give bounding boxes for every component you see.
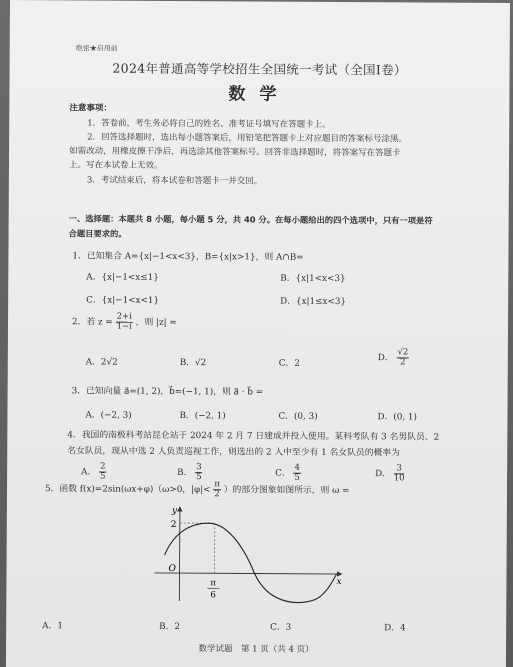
q3-option-c: C．(0, 3) — [278, 411, 318, 422]
q4-stem-line1: 4．我国的南极科考站昆仑站于 2024 年 2 月 7 日建成并投入使用。某科考队有 3 名男队员、2 — [67, 430, 440, 443]
x-axis — [155, 573, 342, 574]
note-line: 上。写在本试卷上无效。 — [68, 160, 163, 171]
q2-frac-num: 2+i — [116, 311, 132, 322]
q4-a-num: 2 — [100, 461, 106, 472]
q5-stem — [45, 479, 350, 500]
q2-frac-den: 1−i — [116, 321, 132, 332]
section-heading-cont: 合题目要求的。 — [68, 228, 127, 239]
q1-option-b: B．{x|1<x<3} — [280, 273, 346, 285]
x-axis-label: x — [336, 577, 342, 588]
notes-heading: 注意事项： — [69, 103, 112, 114]
q2-d-den: 2 — [400, 357, 406, 368]
q5-option-c: C．3 — [270, 622, 292, 633]
note-line: 如需改动，用橡皮擦干净后，再选涂其他答案标号。回答非选择题时，将答案写在答题卡 — [69, 146, 401, 159]
q5-sine-graph — [146, 501, 352, 607]
note-line: 3．考试结束后，将本试卷和答题卡一并交回。 — [86, 175, 263, 187]
tick-label-num: π — [210, 578, 217, 589]
q3-option-d: D．(0, 1) — [377, 412, 418, 423]
subject-title: 数学 — [228, 84, 291, 105]
exam-paper — [6, 0, 510, 667]
q3-stem: 3．已知向量 a⃗=(1, 2)，b⃗=(−1, 1)，则 a⃗ · b⃗ = — [71, 386, 264, 398]
q4-b-den: 5 — [196, 472, 202, 483]
q4-stem-line2: 名女队员，现从中选 2 人负责巡视工作，则选出的 2 人中至少有 1 名女队员的概率为 — [67, 446, 400, 459]
q5-frac-num: π — [214, 479, 221, 490]
q2-option-c: C．2 — [278, 358, 300, 369]
q4-a-den: 5 — [100, 471, 106, 482]
q4-b-label: B． — [177, 467, 193, 479]
q1-option-a: A．{x|−1<x≤1} — [86, 272, 159, 283]
q2-stem-post: ，则 |z| = — [135, 317, 177, 328]
q5-option-b: B．2 — [159, 621, 181, 633]
q2-option-a: A．2√2 — [85, 357, 118, 368]
q2-option-b: B．√2 — [179, 358, 207, 369]
q5-stem-pre: 5．函数 f(x)=2sin(ωx+φ)（ω>0，|φ|< — [44, 484, 211, 496]
q3-option-b: B．(−2, 1) — [179, 411, 226, 422]
q4-d-label: D． — [375, 469, 391, 480]
q2-stem-pre: 2．若 z = — [72, 317, 113, 328]
max-value-label: 2 — [170, 519, 177, 531]
q3-option-a: A．(−2, 3) — [85, 410, 132, 421]
tick-label-den: 6 — [210, 590, 216, 601]
y-axis-label: y — [171, 505, 178, 517]
q5-frac-den: 2 — [214, 489, 220, 500]
q4-c-num: 4 — [294, 462, 300, 473]
q4-c-den: 5 — [294, 472, 300, 483]
section-heading: 一、选择题：本题共 8 小题，每小题 5 分，共 40 分。在每小题给出的四个选项中，只有一项是符 — [68, 213, 433, 226]
q4-a-label: A． — [81, 467, 97, 478]
q1-option-c: C．{x|−1<x<1} — [86, 295, 160, 306]
q4-c-label: C． — [275, 468, 291, 479]
q2-fraction — [116, 313, 133, 332]
note-line: 1．答卷前，考生务必将自己的姓名、准考证号填写在答题卡上。 — [87, 118, 331, 130]
origin-label: O — [168, 563, 176, 575]
q2-d-num: √2 — [397, 347, 409, 358]
q1-option-d: D．{x|1≤x<3} — [280, 296, 347, 308]
y-axis — [179, 507, 180, 601]
q4-d-num: 3 — [394, 464, 405, 474]
q2-option-d-frac — [396, 348, 409, 367]
q5-stem-post: ）的部分图象如图所示，则 ω = — [223, 485, 350, 497]
q1-stem: 1．已知集合 A={x|−1<x<3}，B={x|x>1}，则 A∩B= — [72, 251, 304, 263]
exam-title: 2024年普通高等学校招生全国统一考试（全国Ⅰ卷） — [112, 60, 407, 78]
q5-option-a: A．1 — [42, 621, 63, 632]
sine-curve — [164, 523, 336, 603]
note-line: 2．回答选择题时，选出每小题答案后，用铅笔把答题卡上对应题目的答案标号涂黑。 — [87, 132, 408, 145]
q2-stem — [72, 312, 177, 331]
q4-d-frac — [394, 464, 405, 483]
q4-b-num: 3 — [196, 462, 202, 473]
q5-option-d: D．4 — [384, 623, 406, 634]
q4-d-den: 10 — [393, 473, 405, 484]
q2-option-d-label: D． — [377, 353, 394, 364]
q5-fraction — [213, 480, 221, 499]
page-footer: 数学试题 第 1 页（共 4 页） — [198, 644, 314, 655]
q2-option-d — [378, 348, 410, 367]
secret-mark: 绝密★启用前 — [75, 44, 118, 53]
q4-option-d — [375, 464, 405, 483]
